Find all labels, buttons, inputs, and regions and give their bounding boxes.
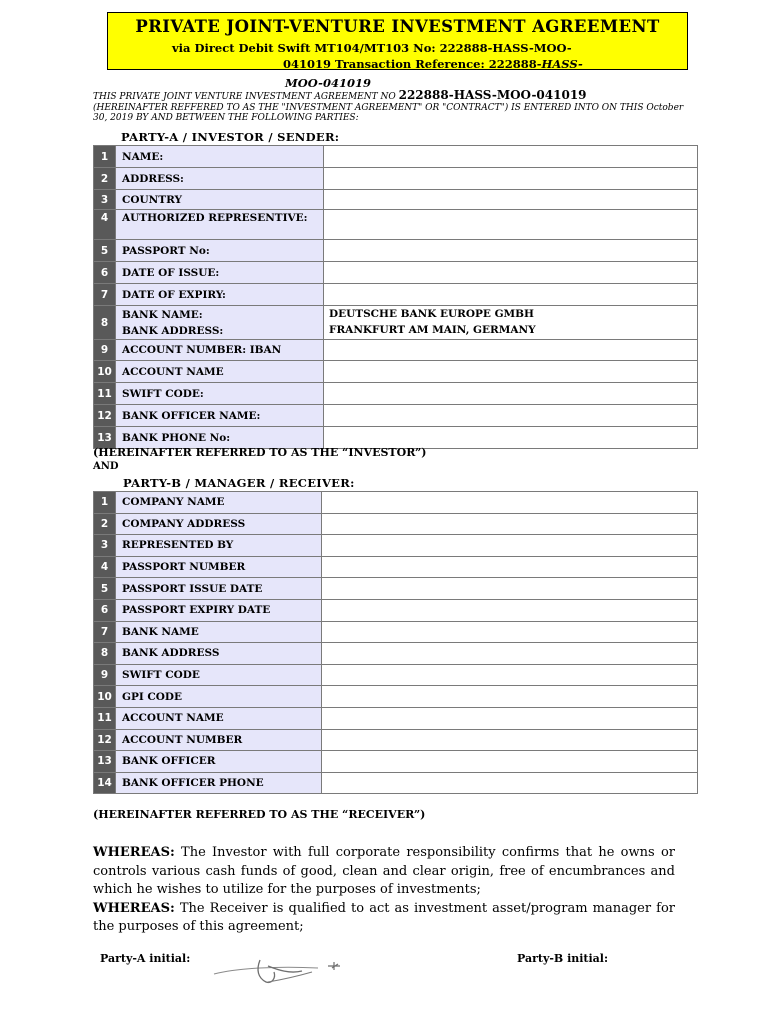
receiver-field-input[interactable]: [322, 492, 698, 514]
table-row: [94, 664, 698, 686]
row-number: 12: [94, 405, 116, 427]
receiver-field-input[interactable]: [322, 707, 698, 729]
table-row: [94, 751, 698, 773]
investor-account-name-field[interactable]: [324, 361, 698, 383]
table-row: [94, 361, 698, 383]
investor-swift-field[interactable]: [324, 383, 698, 405]
transaction-reference-italic: HASS-: [541, 57, 583, 71]
field-label: PASSPORT EXPIRY DATE: [116, 599, 322, 621]
table-row: [94, 643, 698, 665]
table-row: [94, 383, 698, 405]
transaction-reference-line: [283, 57, 583, 71]
investor-address-field[interactable]: [324, 168, 698, 190]
transaction-reference-text: 041019 Transaction Reference: 222888-: [283, 57, 542, 71]
receiver-field-input[interactable]: [322, 751, 698, 773]
whereas-clause: [93, 844, 675, 900]
row-number: 10: [94, 686, 116, 708]
row-number: 12: [94, 729, 116, 751]
and-connector: AND: [93, 461, 119, 472]
field-label: DATE OF ISSUE:: [116, 262, 324, 284]
table-row: [94, 146, 698, 168]
row-number: 4: [94, 210, 116, 240]
field-label: COMPANY ADDRESS: [116, 513, 322, 535]
row-number: 13: [94, 427, 116, 449]
bank-name-label: BANK NAME:: [122, 308, 203, 321]
swift-reference-line: via Direct Debit Swift MT104/MT103 No: 222888-HASS-MOO-: [172, 41, 572, 55]
investor-passport-field[interactable]: [324, 240, 698, 262]
bank-address-value: FRANKFURT AM MAIN, GERMANY: [329, 324, 536, 336]
table-row: [94, 168, 698, 190]
row-number: 8: [94, 643, 116, 665]
field-label: [116, 306, 324, 340]
table-row: [94, 686, 698, 708]
table-row: [94, 556, 698, 578]
receiver-reference-note: (HEREINAFTER REFERRED TO AS THE “RECEIVER”): [93, 808, 426, 821]
table-row: [94, 405, 698, 427]
whereas-clauses: [93, 844, 675, 937]
field-label: PASSPORT No:: [116, 240, 324, 262]
receiver-field-input[interactable]: [322, 535, 698, 557]
field-label: BANK ADDRESS: [116, 643, 322, 665]
field-label: ADDRESS:: [116, 168, 324, 190]
investor-bank-officer-field[interactable]: [324, 405, 698, 427]
row-number: 11: [94, 707, 116, 729]
row-number: 13: [94, 751, 116, 773]
table-row: [94, 492, 698, 514]
table-row: [94, 210, 698, 240]
party-a-table: [93, 145, 698, 449]
row-number: 7: [94, 621, 116, 643]
field-label: GPI CODE: [116, 686, 322, 708]
agreement-header: [107, 12, 688, 70]
field-label: COUNTRY: [116, 190, 324, 210]
intro-paragraph: [93, 90, 688, 124]
investor-country-field[interactable]: [324, 190, 698, 210]
party-b-initial-label: Party-B initial:: [517, 952, 609, 965]
row-number: 1: [94, 146, 116, 168]
field-label: AUTHORIZED REPRESENTIVE:: [116, 210, 324, 240]
whereas-lead: WHEREAS:: [93, 900, 175, 916]
row-number: 14: [94, 772, 116, 794]
table-row: [94, 729, 698, 751]
intro-text-continued: (HEREINAFTER REFFERED TO AS THE "INVESTMENT AGREEMENT" OR "CONTRACT") IS ENTERED INTO ON THIS October 30, 2019 BY AND BETWEEN THE FOLLOWING PARTIES:: [93, 102, 684, 123]
row-number: 3: [94, 535, 116, 557]
whereas-lead: WHEREAS:: [93, 845, 175, 860]
whereas-text: The Receiver is qualified to act as investment asset/program manager for the purposes of this agreement;: [93, 900, 675, 934]
row-number: 2: [94, 513, 116, 535]
party-b-title: PARTY-B / MANAGER / RECEIVER:: [123, 476, 355, 490]
bank-name-value: DEUTSCHE BANK EUROPE GMBH: [329, 308, 534, 320]
row-number: 6: [94, 599, 116, 621]
field-label: ACCOUNT NUMBER: IBAN: [116, 340, 324, 361]
field-label: BANK PHONE No:: [116, 427, 324, 449]
investor-representative-field[interactable]: [324, 210, 698, 240]
row-number: 9: [94, 664, 116, 686]
field-label: ACCOUNT NAME: [116, 361, 324, 383]
row-number: 1: [94, 492, 116, 514]
field-label: PASSPORT NUMBER: [116, 556, 322, 578]
document-title: PRIVATE JOINT-VENTURE INVESTMENT AGREEMENT: [135, 17, 660, 36]
row-number: 8: [94, 306, 116, 340]
row-number: 9: [94, 340, 116, 361]
whereas-text: The Investor with full corporate responsibility confirms that he owns or controls various cash funds of good, clean and clear origin, free of encumbrances and which he wishes to utilize for the purposes of investments;: [93, 845, 675, 897]
receiver-field-input[interactable]: [322, 556, 698, 578]
field-label: BANK OFFICER PHONE: [116, 772, 322, 794]
table-row: [94, 599, 698, 621]
investor-reference-note: (HEREINAFTER REFERRED TO AS THE “INVESTOR”): [93, 446, 427, 459]
field-label: COMPANY NAME: [116, 492, 322, 514]
table-row: [94, 772, 698, 794]
receiver-field-input[interactable]: [322, 643, 698, 665]
field-label: BANK NAME: [116, 621, 322, 643]
row-number: 11: [94, 383, 116, 405]
field-label: BANK OFFICER: [116, 751, 322, 773]
receiver-field-input[interactable]: [322, 686, 698, 708]
field-label: SWIFT CODE: [116, 664, 322, 686]
row-number: 6: [94, 262, 116, 284]
table-row: [94, 340, 698, 361]
transaction-reference-continued: MOO-041019: [285, 76, 371, 90]
field-label: ACCOUNT NAME: [116, 707, 322, 729]
receiver-field-input[interactable]: [322, 513, 698, 535]
receiver-field-input[interactable]: [322, 599, 698, 621]
intro-text: THIS PRIVATE JOINT VENTURE INVESTMENT AGREEMENT NO: [93, 92, 399, 102]
field-label: SWIFT CODE:: [116, 383, 324, 405]
field-label: PASSPORT ISSUE DATE: [116, 578, 322, 600]
investor-bank-field[interactable]: [324, 306, 698, 340]
investor-expiry-date-field[interactable]: [324, 284, 698, 306]
table-row: [94, 306, 698, 340]
table-row: [94, 284, 698, 306]
field-label: ACCOUNT NUMBER: [116, 729, 322, 751]
table-row: [94, 190, 698, 210]
row-number: 4: [94, 556, 116, 578]
party-a-signature: [208, 952, 348, 988]
table-row: [94, 535, 698, 557]
investor-issue-date-field[interactable]: [324, 262, 698, 284]
receiver-field-input[interactable]: [322, 729, 698, 751]
table-row: [94, 578, 698, 600]
receiver-field-input[interactable]: [322, 621, 698, 643]
party-b-table: [93, 491, 698, 794]
field-label: BANK OFFICER NAME:: [116, 405, 324, 427]
table-row: [94, 240, 698, 262]
row-number: 10: [94, 361, 116, 383]
row-number: 2: [94, 168, 116, 190]
field-label: DATE OF EXPIRY:: [116, 284, 324, 306]
investor-iban-field[interactable]: [324, 340, 698, 361]
row-number: 7: [94, 284, 116, 306]
bank-address-label: BANK ADDRESS:: [122, 324, 224, 337]
agreement-number: 222888-HASS-MOO-041019: [398, 88, 587, 102]
receiver-field-input[interactable]: [322, 664, 698, 686]
table-row: [94, 262, 698, 284]
row-number: 3: [94, 190, 116, 210]
receiver-field-input[interactable]: [322, 578, 698, 600]
investor-name-field[interactable]: [324, 146, 698, 168]
receiver-field-input[interactable]: [322, 772, 698, 794]
table-row: [94, 621, 698, 643]
party-a-title: PARTY-A / INVESTOR / SENDER:: [121, 130, 340, 144]
party-a-initial-label: Party-A initial:: [100, 952, 191, 965]
table-row: [94, 707, 698, 729]
field-label: REPRESENTED BY: [116, 535, 322, 557]
whereas-clause: [93, 900, 675, 937]
table-row: [94, 513, 698, 535]
row-number: 5: [94, 240, 116, 262]
row-number: 5: [94, 578, 116, 600]
field-label: NAME:: [116, 146, 324, 168]
